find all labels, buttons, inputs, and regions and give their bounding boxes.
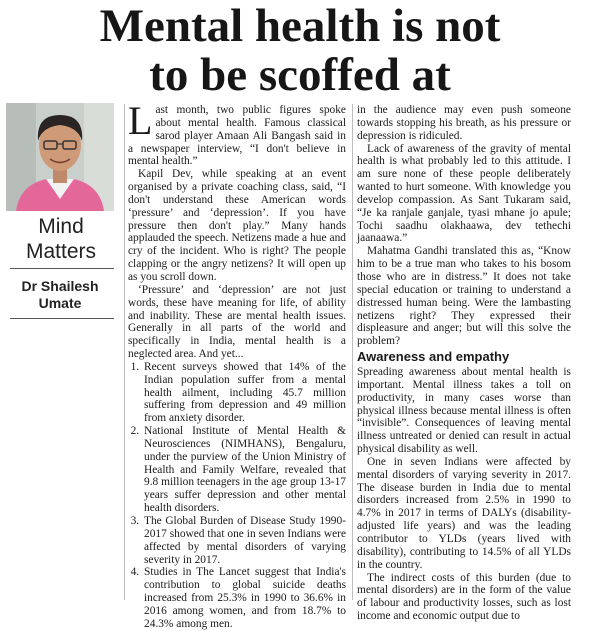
dropcap: L xyxy=(128,98,153,143)
headline-line-1: Mental health is not xyxy=(99,0,501,52)
paragraph-1 xyxy=(128,98,346,168)
paragraph-6: Mahatma Gandhi translated this as, “Know him to be a true man who takes to his bosom those who are in distress.” It does not take special education or training to understand a distressed human being. Were the lambasting netizens right? They expressed their displeasure and anger; but will this solve the problem? xyxy=(357,245,571,348)
statistics-list xyxy=(128,361,346,631)
column-name-line-2: Matters xyxy=(25,240,96,263)
column-name xyxy=(0,214,122,264)
author-name-line-1: Dr Shailesh xyxy=(21,278,99,294)
paragraph-1-text: ast month, two public figures spoke about mental health. Famous classical sarod player Amaan Ali Bangash said in a newspaper interview, “I don't believe in mental health.” xyxy=(128,104,346,168)
author-name-line-2: Umate xyxy=(38,295,82,311)
list-item: 2. National Institute of Mental Health & Neurosciences (NIMHANS), Bengaluru, under the purview of the Union Ministry of Health and Family Welfare, revealed that 9.8 million teenagers in the age group 13-17 years suffer depression and other mental health disorders. xyxy=(142,425,346,515)
list-item: 3. The Global Burden of Disease Study 1990-2017 showed that one in seven Indians were affected by mental disorders of varying severity in 2017. xyxy=(142,515,346,566)
paragraph-9: The indirect costs of this burden (due to mental disorders) are in the form of the value of labour and productivity losses, such as lost income and economic output due to xyxy=(357,571,571,623)
list-item: 4. Studies in The Lancet suggest that India's contribution to global suicide deaths increased from 25.3% in 1990 to 36.6% in 2016 among women, and from 18.7% to 24.3% among men. xyxy=(142,566,346,630)
headline xyxy=(0,2,600,100)
paragraph-4: in the audience may even push someone towards stopping his breath, as his pressure or depression is ridiculed. xyxy=(357,104,571,142)
article-column-2 xyxy=(357,104,571,623)
column-rule-top xyxy=(10,268,114,269)
paragraph-2: Kapil Dev, while speaking at an event organised by a private coaching class, said, “I don't understand these American words ‘pressure’ and ‘depression’. If you have pressure then don't play.” Many hands applauded the speech. Netizens made a hue and cry of the incident. Who is right? The people clapping or the angry netizens? It will open up as you scroll down. xyxy=(128,168,346,283)
author-photo xyxy=(6,103,114,211)
paragraph-8: One in seven Indians were affected by mental disorders of varying severity in 2017. The disease burden in India due to mental disorders increased from 2.5% in 1990 to 4.7% in 2017 in terms of DALYs (disability-adjusted life years) and was the leading contributor to YLDs (years lived with disability), contributing to 14.5% of all YLDs in the country. xyxy=(357,455,571,571)
paragraph-5: Lack of awareness of the gravity of mental health is what probably led to this attitude. I am sure none of these people deliberately wanted to hurt someone. With knowledge you develop compassion. As Sant Tukaram said, “Je ka ranjale ganjale, tyasi mhane jo apule; Tochi saadhu olakhaawa, dev tethechi jaanaawa.” xyxy=(357,142,571,245)
column-rule-bottom xyxy=(10,318,114,319)
list-item: 1. Recent surveys showed that 14% of the Indian population suffer from a mental health ailment, including 45.7 million suffering from depression and 49 million from anxiety disorder. xyxy=(142,361,346,425)
column-divider-left xyxy=(124,104,125,600)
author-portrait-icon xyxy=(6,103,114,211)
paragraph-3: ‘Pressure’ and ‘depression’ are not just words, these have meaning for life, of ability and inability. These are mental health issues. Generally in all parts of the world and specifically in India, mental health is a neglected area. And yet... xyxy=(128,283,346,361)
article-column-1 xyxy=(128,98,346,631)
subheading: Awareness and empathy xyxy=(357,349,510,365)
column-name-line-1: Mind xyxy=(38,215,84,238)
paragraph-7: Spreading awareness about mental health is important. Mental illness takes a toll on productivity, in many cases worse than physical illness because mental illness is often “invisible”. Consequences of leaving mental illness untreated or denied can result in actual physical disability as well. xyxy=(357,366,571,456)
author-byline xyxy=(0,278,120,312)
headline-line-2: to be scoffed at xyxy=(149,49,451,101)
column-divider-right xyxy=(352,104,353,600)
